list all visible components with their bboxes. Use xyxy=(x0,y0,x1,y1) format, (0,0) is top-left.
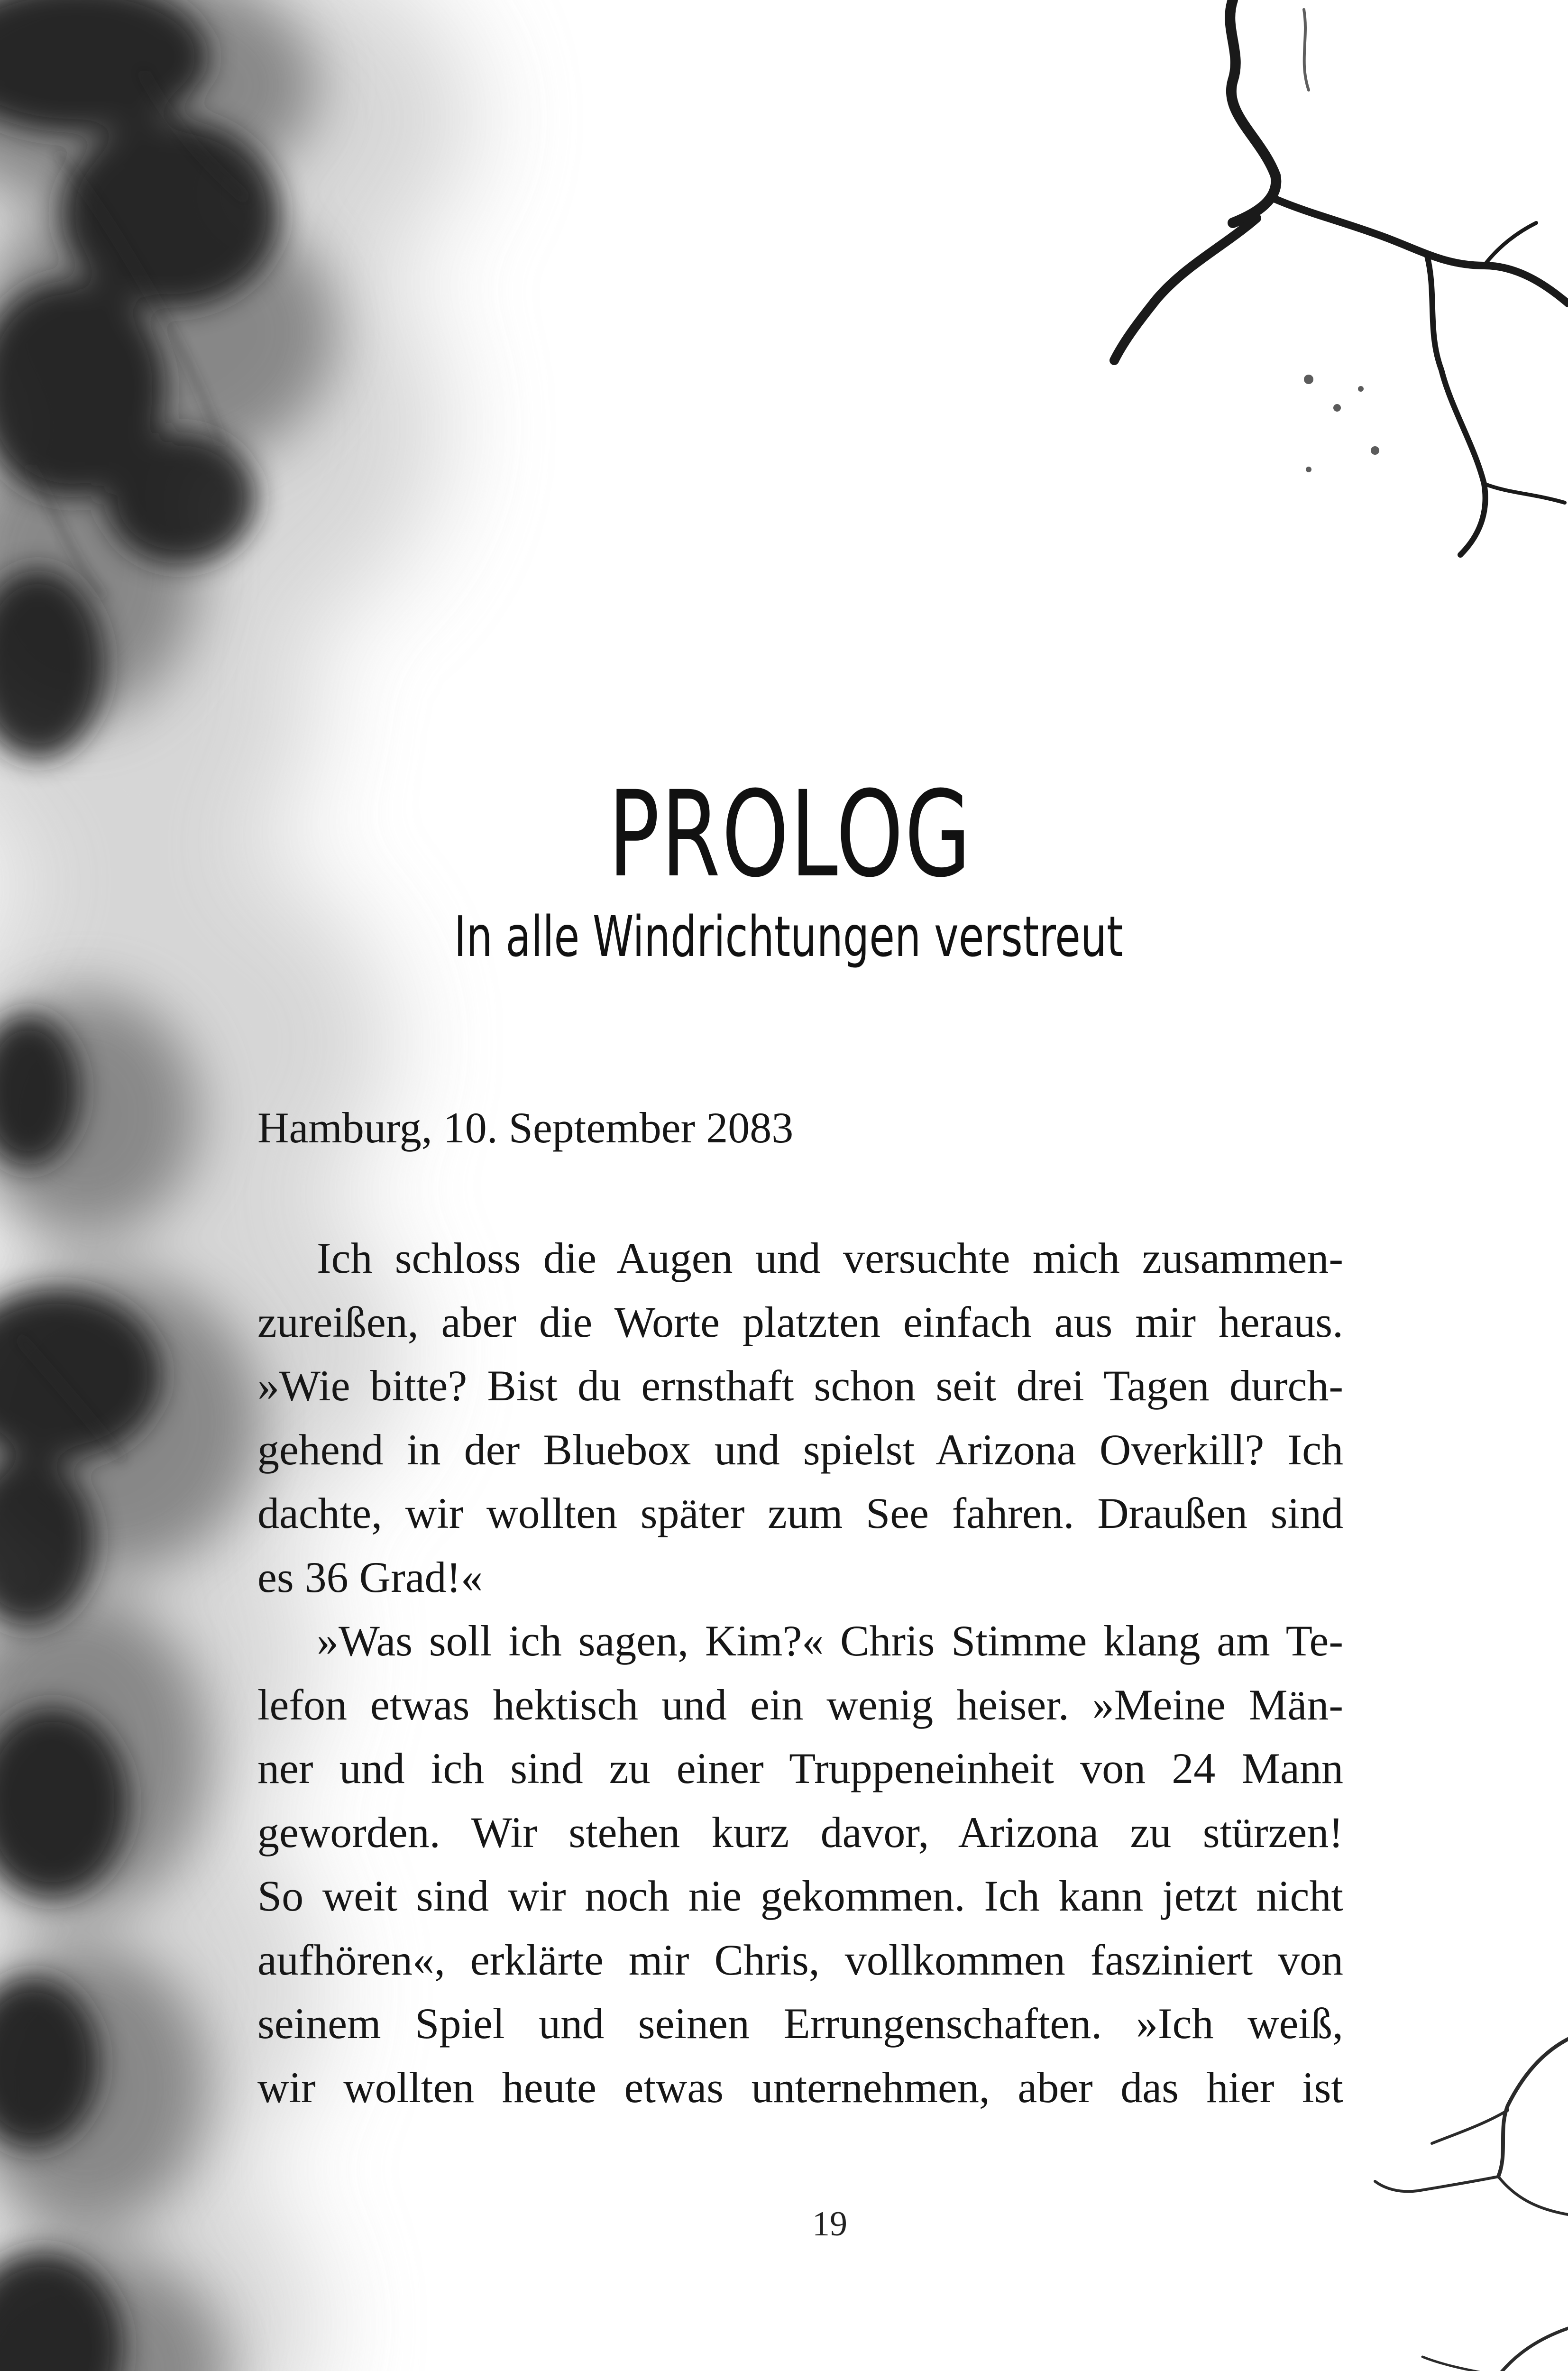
text-line: seinem Spiel und seinen Errungenschaften. »Ich weiß, xyxy=(257,1999,1343,2048)
text-line: »Was soll ich sagen, Kim?« Chris Stimme klang am Te- xyxy=(317,1617,1343,1665)
text-line: dachte, wir wollten später zum See fahren. Draußen sind xyxy=(257,1489,1343,1537)
text-line: lefon etwas hektisch und ein wenig heiser. »Meine Män- xyxy=(257,1680,1343,1729)
text-line: zureißen, aber die Worte platzten einfach aus mir heraus. xyxy=(257,1297,1343,1346)
text-line: So weit sind wir noch nie gekommen. Ich kann jetzt nicht xyxy=(257,1872,1343,1920)
text-line: geworden. Wir stehen kurz davor, Arizona zu stürzen! xyxy=(257,1808,1343,1856)
text-line: ner und ich sind zu einer Truppeneinheit von 24 Mann xyxy=(257,1744,1343,1792)
chapter-subtitle: In alle Windrichtungen verstreut xyxy=(454,904,1123,969)
chapter-title: PROLOG xyxy=(608,765,972,903)
text-line: gehend in der Bluebox und spielst Arizona Overkill? Ich xyxy=(257,1425,1343,1474)
crack-lines-top-right xyxy=(1114,0,1568,555)
dateline: Hamburg, 10. September 2083 xyxy=(257,1103,794,1152)
text-line: es 36 Grad!« xyxy=(257,1553,483,1601)
text-line: »Wie bitte? Bist du ernsthaft schon seit drei Tagen durch- xyxy=(257,1361,1343,1410)
text-line: wir wollten heute etwas unternehmen, aber das hier ist xyxy=(257,2063,1343,2112)
text-line: Ich schloss die Augen und versuchte mich zusammen- xyxy=(317,1234,1343,1282)
body-text xyxy=(257,1226,1343,2119)
page-number: 19 xyxy=(812,2205,847,2243)
text-line: aufhören«, erklärte mir Chris, vollkommen fasziniert von xyxy=(257,1935,1343,1984)
